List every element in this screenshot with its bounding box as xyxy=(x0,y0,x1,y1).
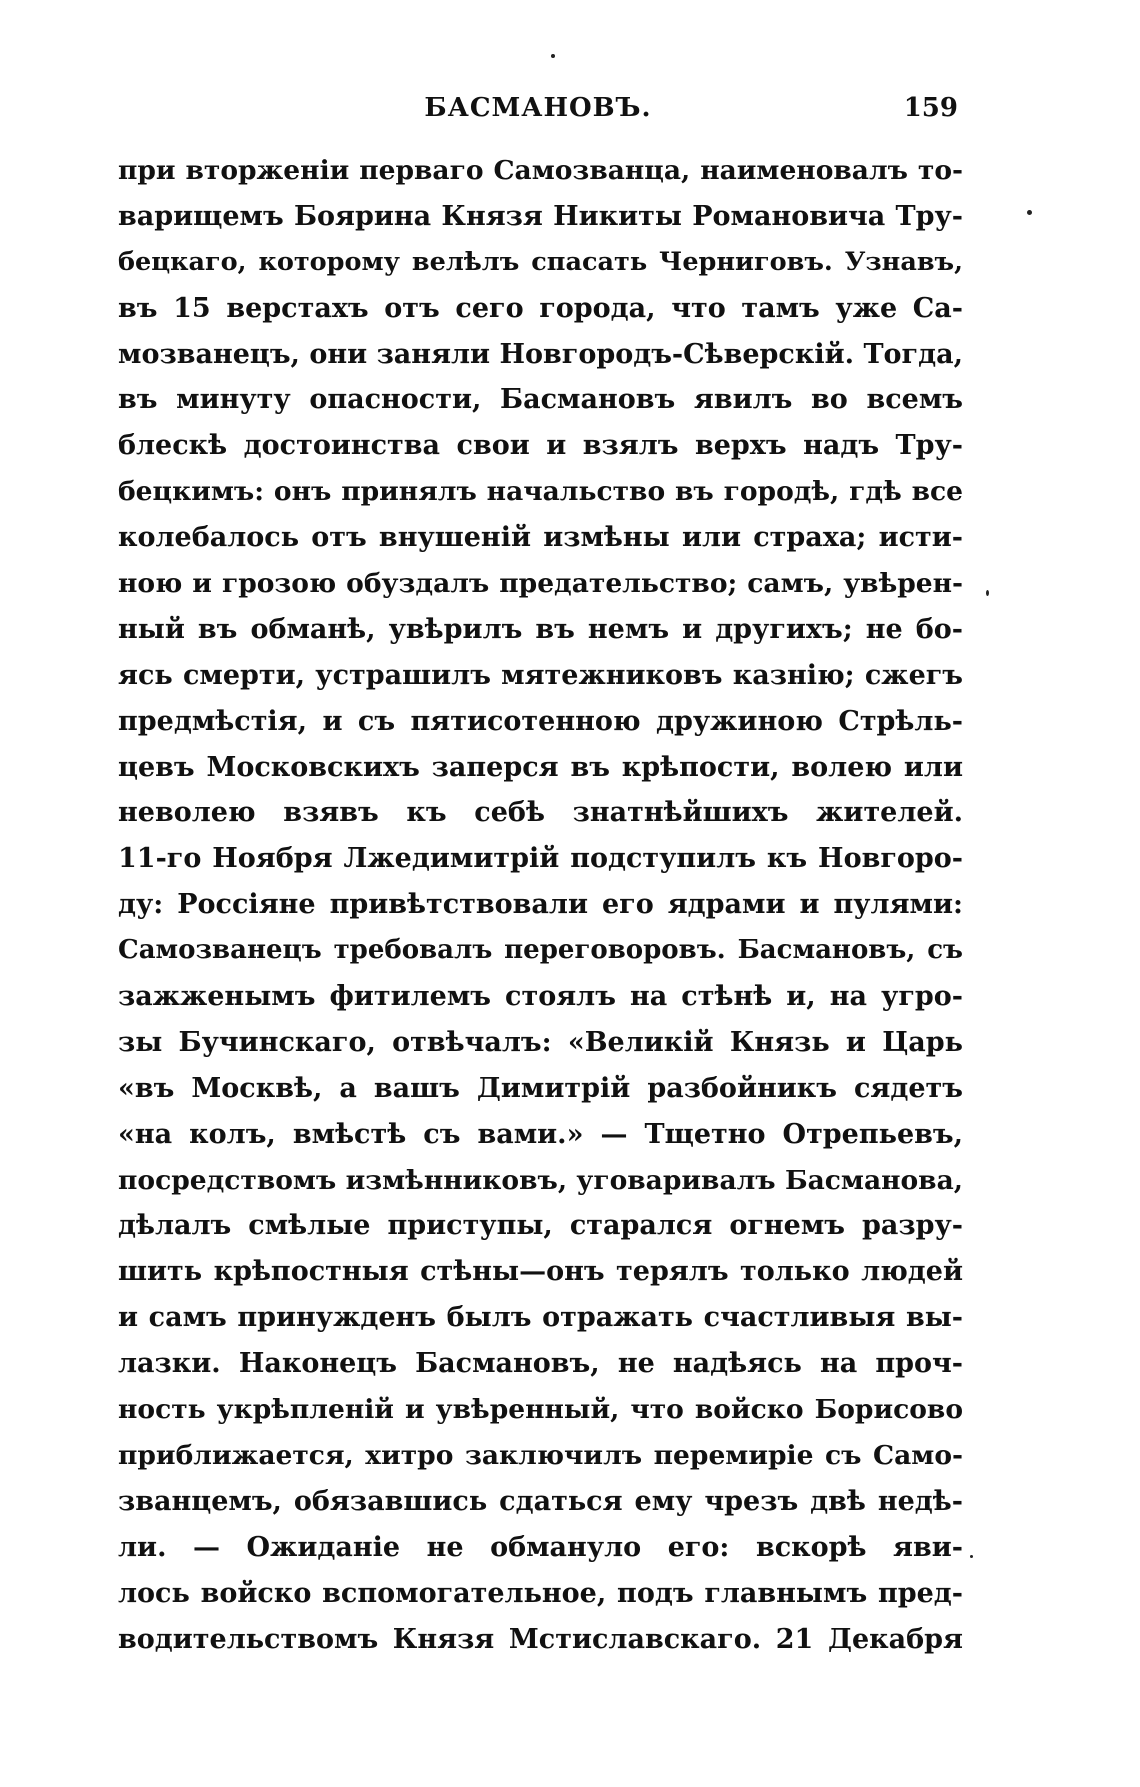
print-speck xyxy=(970,1555,973,1558)
print-speck xyxy=(551,54,555,58)
text-line: бецкаго, которому велѣлъ спасать Черниговъ. Узнавъ, xyxy=(118,246,963,277)
text-line: ясь смерти, устрашилъ мятежниковъ казнію; сжегъ xyxy=(118,659,963,691)
text-line: шить крѣпостныя стѣны—онъ терялъ только людей xyxy=(118,1256,963,1288)
text-line: колебалось отъ внушеній измѣны или страха; исти- xyxy=(118,522,963,554)
print-speck xyxy=(1027,210,1032,215)
text-line: ною и грозою обуздалъ предательство; самъ, увѣрен- xyxy=(118,568,963,600)
text-line: и самъ принужденъ былъ отражать счастливыя вы- xyxy=(118,1302,963,1334)
text-line: дѣлалъ смѣлые приступы, старался огнемъ разру- xyxy=(118,1210,963,1242)
text-line: зажженымъ фитилемъ стоялъ на стѣнѣ и, на угро- xyxy=(118,981,963,1013)
text-line: варищемъ Боярина Князя Никиты Романовича Тру- xyxy=(118,200,963,232)
text-line: въ 15 верстахъ отъ сего города, что тамъ уже Са- xyxy=(118,292,963,324)
text-line: неволею взявъ къ себѣ знатнѣйшихъ жителей. xyxy=(118,797,963,829)
body-text xyxy=(118,148,963,1662)
text-line: «въ Москвѣ, а вашъ Димитрій разбойникъ сядетъ xyxy=(118,1072,963,1104)
text-line: лазки. Наконецъ Басмановъ, не надѣясь на проч- xyxy=(118,1348,963,1380)
text-line: лось войско вспомогательное, подъ главнымъ пред- xyxy=(118,1577,963,1609)
text-line: при вторженіи перваго Самозванца, наименовалъ то- xyxy=(118,155,963,186)
text-line: въ минуту опасности, Басмановъ явилъ во всемъ xyxy=(118,384,963,416)
text-line: ность укрѣпленій и увѣренный, что войско Борисово xyxy=(118,1394,963,1426)
text-line: посредствомъ измѣнниковъ, уговаривалъ Басманова, xyxy=(118,1164,963,1196)
text-line: приближается, хитро заключилъ перемиріе съ Само- xyxy=(118,1439,963,1471)
text-line: 11-го Ноября Лжедимитрій подступилъ къ Новгоро- xyxy=(118,843,963,875)
running-header xyxy=(118,88,958,128)
text-line: бецкимъ: онъ принялъ начальство въ городѣ, гдѣ все xyxy=(118,476,963,508)
text-line: ли. — Ожиданіе не обмануло его: вскорѣ яви- xyxy=(118,1531,963,1563)
text-line: ный въ обманѣ, увѣрилъ въ немъ и другихъ; не бо- xyxy=(118,613,963,645)
text-line: блескѣ достоинства свои и взялъ верхъ надъ Тру- xyxy=(118,430,963,462)
print-speck xyxy=(986,590,989,596)
text-line: «на колъ, вмѣстѣ съ вами.» — Тщетно Отрепьевъ, xyxy=(118,1118,963,1150)
text-line: предмѣстія, и съ пятисотенною дружиною Стрѣль- xyxy=(118,705,963,737)
text-line: водительствомъ Князя Мстиславскаго. 21 Декабря xyxy=(118,1623,963,1655)
text-line: зы Бучинскаго, отвѣчалъ: «Великій Князь и Царь xyxy=(118,1026,963,1058)
header-title: БАСМАНОВЪ. xyxy=(424,93,652,123)
text-line: цевъ Московскихъ заперся въ крѣпости, волею или xyxy=(118,751,963,783)
text-line: мозванецъ, они заняли Новгородъ-Сѣверскій. Тогда, xyxy=(118,338,963,370)
page-number: 159 xyxy=(903,93,958,123)
text-line: Самозванецъ требовалъ переговоровъ. Басмановъ, съ xyxy=(118,935,963,966)
text-line: званцемъ, обязавшись сдаться ему чрезъ двѣ недѣ- xyxy=(118,1485,963,1517)
text-line: ду: Россіяне привѣтствовали его ядрами и пулями: xyxy=(118,889,963,921)
